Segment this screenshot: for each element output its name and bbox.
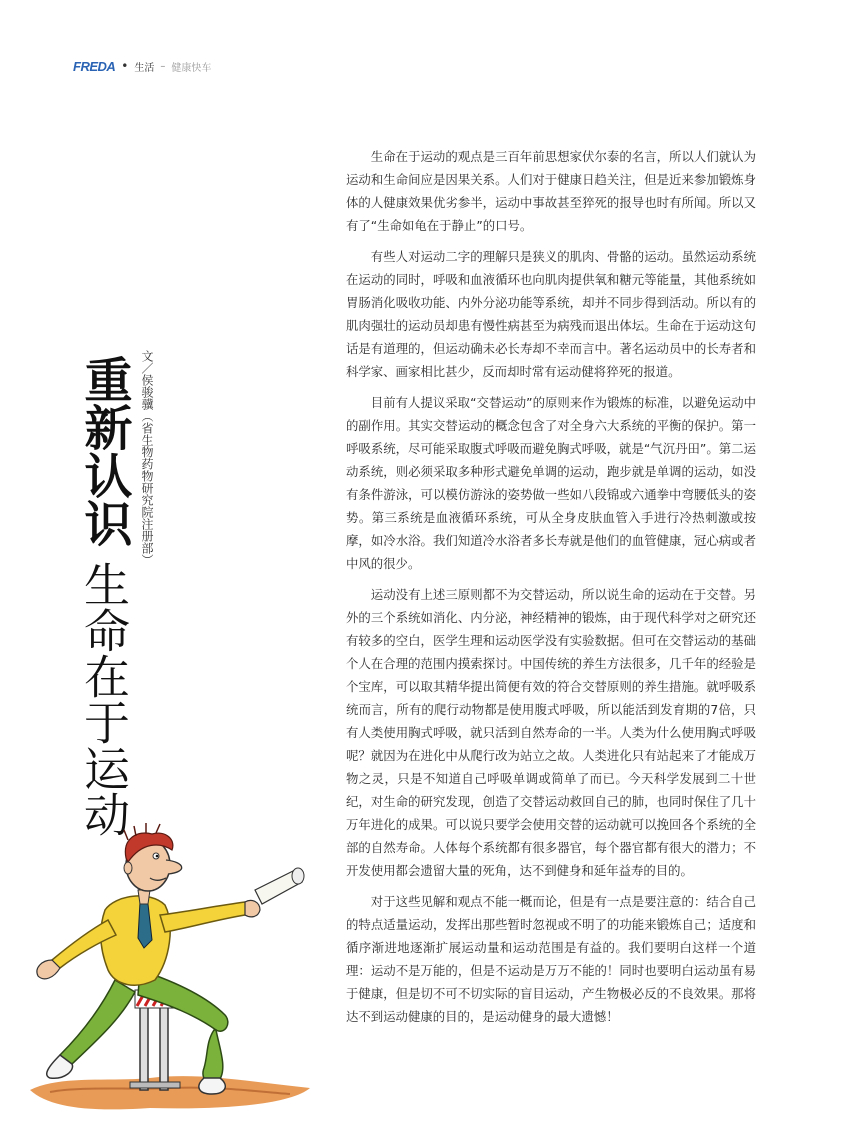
page-header xyxy=(73,57,211,75)
running-man-hurdle-illustration xyxy=(20,820,320,1120)
article-paragraph: 对于这些见解和观点不能一概而论，但是有一点是要注意的：结合自己的特点适量运动，发挥出那些暂时忽视或不明了的功能来锻炼自己；适度和循序渐进地逐渐扩展运动量和运动范围是有益的。我们要明白这样一个道理：运动不是万能的，但是不运动是万万不能的！同时也要明白运动虽有易于健康，但是切不可不切实际的盲目运动，产生物极必反的不良效果。那将达不到运动健康的目的，是运动健身的最大遗憾！ xyxy=(346,894,756,1024)
author-byline: 文／侯骏骥（省生物药物研究院注册部） xyxy=(140,350,154,566)
article-paragraph: 目前有人提议采取“交替运动”的原则来作为锻炼的标准，以避免运动中的副作用。其实交替运动的概念包含了对全身六大系统的平衡的保护。第一呼吸系统，尽可能采取腹式呼吸而避免胸式呼吸，就是“气沉丹田”。第二运动系统，则必须采取多种形式避免单调的运动，跑步就是单调的运动，如没有条件游泳，可以模仿游泳的姿势做一些如八段锦或六通拳中弯腰低头的姿势。第三系统是血液循环系统，可从全身皮肤血管入手进行冷热刺激或按摩，如冷水浴。我们知道冷水浴者多长寿就是他们的血管健康，冠心病或者中风的很少。 xyxy=(346,395,756,571)
article-body xyxy=(346,145,756,1036)
article-title xyxy=(76,355,136,861)
title-light-part: 生命在于运动 xyxy=(77,561,131,837)
header-dot: • xyxy=(121,59,129,73)
article-paragraph: 生命在于运动的观点是三百年前思想家伏尔泰的名言，所以人们就认为运动和生命间应是因果关系。人们对于健康日趋关注，但是近来参加锻炼身体的人健康效果优劣参半，运动中事故甚至猝死的报导也时有所闻。所以又有了“生命如龟在于静止”的口号。 xyxy=(346,149,756,233)
section-label: 生活 xyxy=(134,62,155,74)
subsection-label: 健康快车 xyxy=(171,62,212,74)
article-paragraph: 有些人对运动二字的理解只是狭义的肌肉、骨骼的运动。虽然运动系统在运动的同时，呼吸和血液循环也向肌肉提供氧和糖元等能量，其他系统如胃肠消化吸收功能、内外分泌功能等系统，却并不同步得到活动。所以有的肌肉强壮的运动员却患有慢性病甚至为病残而退出体坛。生命在于运动这句话是有道理的，但运动确未必长寿却不幸而言中。著名运动员中的长寿者和科学家、画家相比甚少，反而却时常有运动健将猝死的报道。 xyxy=(346,249,756,379)
article-paragraph: 运动没有上述三原则都不为交替运动，所以说生命的运动在于交替。另外的三个系统如消化、内分泌，神经精神的锻炼，由于现代科学对之研究还有较多的空白，医学生理和运动医学没有实验数据。但可在交替运动的基础个人在合理的范围内摸索探讨。中国传统的养生方法很多，几千年的经验是个宝库，可以取其精华提出简便有效的符合交替原则的养生措施。就呼吸系统而言，所有的爬行动物都是使用腹式呼吸，所以能活到发育期的7倍，只有人类使用胸式呼吸，就只活到自然寿命的一半。人类为什么使用胸式呼吸呢？就因为在进化中从爬行改为站立之故。人类进化只有站起来了才能成万物之灵，只是不知道自己呼吸单调或简单了而已。今天科学发展到二十世纪，对生命的研究发现，创造了交替运动救回自己的肺，也同时保住了几十万年进化的成果。可以说只要学会使用交替的运动就可以挽回各个系统的全部的自然寿命。人体每个系统都有很多器官，每个器官都有很大的潜力；不开发使用都会遗留大量的死角，达不到健身和延年益寿的目的。 xyxy=(346,587,756,878)
title-bold-part: 重新认识 xyxy=(76,355,132,547)
magazine-logo: FREDA xyxy=(73,58,116,74)
section-separator: – xyxy=(160,60,166,72)
